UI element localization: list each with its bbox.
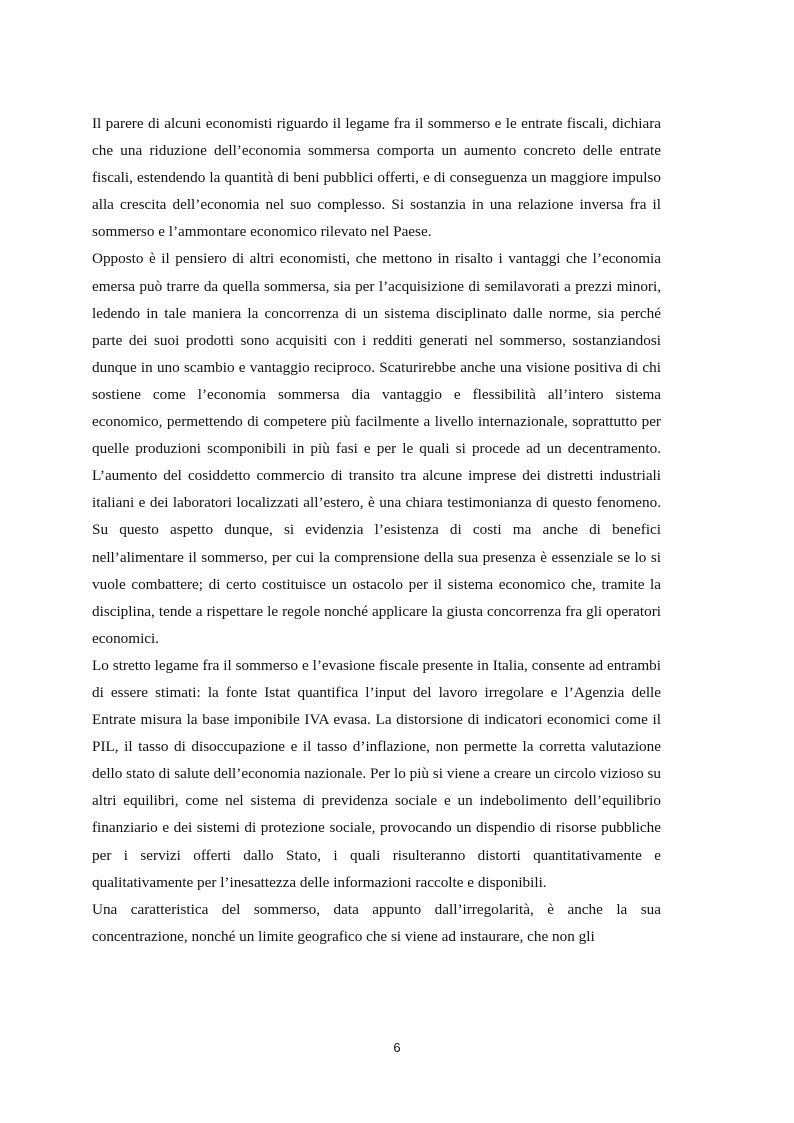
paragraph-3: Lo stretto legame fra il sommerso e l’evasione fiscale presente in Italia, consente ad entrambi di essere stimati: la fonte Istat quantifica l’input del lavoro irregolare e l’Agenzia delle Entrate misura la base imponibile IVA evasa. La distorsione di indicatori economici come il PIL, il tasso di disoccupazione e il tasso d’inflazione, non permette la corretta valutazione dello stato di salute dell’economia nazionale. Per lo più si viene a creare un circolo vizioso su altri equilibri, come nel sistema di previdenza sociale e un indebolimento dell’equilibrio finanziario e dei sistemi di protezione sociale, provocando un dispendio di risorse pubbliche per i servizi offerti dallo Stato, i quali risulteranno distorti quantitativamente e qualitativamente per l’inesattezza delle informazioni raccolte e disponibili.	[92, 656, 661, 891]
page-number: 6	[393, 1040, 401, 1055]
paragraph-1: Il parere di alcuni economisti riguardo il legame fra il sommerso e le entrate fiscali, dichiara che una riduzione dell’economia sommersa comporta un aumento concreto delle entrate fiscali, estendendo la quantità di beni pubblici offerti, e di conseguenza un maggiore impulso alla crescita dell’economia nel suo complesso. Si sostanzia in una relazione inversa fra il sommerso e l’ammontare economico rilevato nel Paese.	[92, 115, 661, 241]
body-text	[92, 110, 661, 950]
paragraph-2: Opposto è il pensiero di altri economisti, che mettono in risalto i vantaggi che l’economia emersa può trarre da quella sommersa, sia per l’acquisizione di semilavorati a prezzi minori, ledendo in tale maniera la concorrenza di un sistema disciplinato dalle norme, sia perché parte dei suoi prodotti sono acquisiti con i redditi generati nel sommerso, sostanziandosi dunque in uno scambio e vantaggio reciproco. Scaturirebbe anche una visione positiva di chi sostiene come l’economia sommersa dia vantaggio e flessibilità all’intero sistema economico, permettendo di competere più facilmente a livello internazionale, soprattutto per quelle produzioni scomponibili in più fasi e per le quali si procede ad un decentramento. L’aumento del cosiddetto commercio di transito tra alcune imprese dei distretti industriali italiani e dei laboratori localizzati all’estero, è una chiara testimonianza di questo fenomeno. Su questo aspetto dunque, si evidenzia l’esistenza di costi ma anche di benefici nell’alimentare il sommerso, per cui la comprensione della sua presenza è essenziale se lo si vuole combattere; di certo costituisce un ostacolo per il sistema economico che, tramite la disciplina, tende a rispettare le regole nonché applicare la giusta concorrenza fra gli operatori economici.	[92, 250, 661, 647]
paragraph-4: Una caratteristica del sommerso, data appunto dall’irregolarità, è anche la sua concentrazione, nonché un limite geografico che si viene ad instaurare, che non gli	[92, 900, 661, 945]
